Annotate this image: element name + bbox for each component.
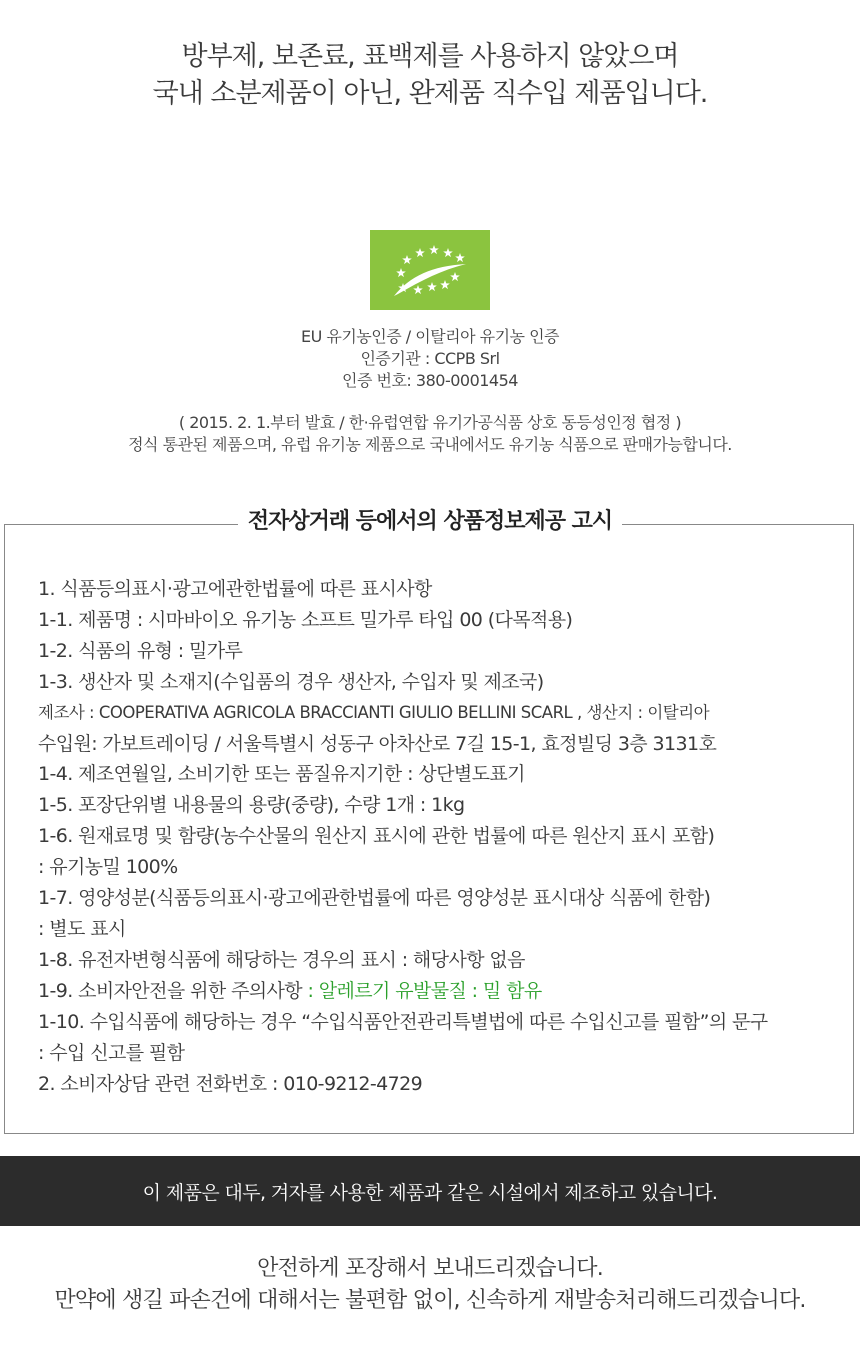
- cert-line-1: EU 유기농인증 / 이탈리아 유기농 인증: [300, 327, 560, 346]
- info-item: 제조사 : COOPERATIVA AGRICOLA BRACCIANTI GIULIO BELLINI SCARL , 생산지 : 이탈리아: [38, 702, 710, 722]
- closing-text: [0, 1253, 860, 1317]
- info-item: 1-4. 제조연월일, 소비기한 또는 품질유지기한 : 상단별도표기: [38, 763, 525, 786]
- info-item-allergy: [38, 976, 853, 1007]
- closing-line-2: 만약에 생길 파손건에 대해서는 불편함 없이, 신속하게 재발송처리해드리겠습니다.: [54, 1288, 806, 1313]
- info-item: : 별도 표시: [38, 917, 126, 940]
- intro-text: [0, 38, 860, 112]
- info-item: : 수입 신고를 필함: [38, 1041, 185, 1064]
- intro-line-1: 방부제, 보존료, 표백제를 사용하지 않았으며: [181, 41, 679, 72]
- info-item: 1-10. 수입식품에 해당하는 경우 “수입식품안전관리특별법에 따른 수입신고를 필함”의 문구: [38, 1010, 768, 1033]
- info-item: 1-3. 생산자 및 소재지(수입품의 경우 생산자, 수입자 및 제조국): [38, 670, 544, 693]
- cert-line-3: 인증 번호: 380-0001454: [342, 371, 518, 390]
- notice-title: 전자상거래 등에서의 상품정보제공 고시: [238, 507, 622, 537]
- info-item: 1-5. 포장단위별 내용물의 용량(중량), 수량 1개 : 1kg: [38, 794, 465, 817]
- info-item: 수입원: 가보트레이딩 / 서울특별시 성동구 아차산로 7길 15-1, 효정빌딩 3층 3131호: [38, 732, 717, 755]
- info-item: 1. 식품등의표시·광고에관한법률에 따른 표시사항: [38, 578, 432, 600]
- allergen-facility-warning: 이 제품은 대두, 겨자를 사용한 제품과 같은 시설에서 제조하고 있습니다.: [142, 1181, 718, 1204]
- info-item-label: 1-9. 소비자안전을 위한 주의사항: [38, 979, 303, 1002]
- info-item: 1-1. 제품명 : 시마바이오 유기농 소프트 밀가루 타입 00 (다목적용): [38, 608, 573, 631]
- cert-line-2: 인증기관 : CCPB Srl: [360, 349, 500, 368]
- info-item: 1-7. 영양성분(식품등의표시·광고에관한법률에 따른 영양성분 표시대상 식품에 한함): [38, 887, 711, 910]
- cert-line-5: 정식 통관된 제품으며, 유럽 유기농 제품으로 국내에서도 유기농 식품으로 판매가능합니다.: [128, 435, 732, 454]
- eu-organic-leaf-icon: [370, 230, 490, 310]
- cert-line-4: ( 2015. 2. 1.부터 발효 / 한·유럽연합 유기가공식품 상호 동등성인정 협정 ): [178, 413, 682, 432]
- certification-info: [0, 326, 860, 456]
- info-item: 1-2. 식품의 유형 : 밀가루: [38, 639, 243, 662]
- allergen-facility-warning-bar: [0, 1156, 860, 1226]
- intro-line-2: 국내 소분제품이 아닌, 완제품 직수입 제품입니다.: [152, 78, 708, 109]
- spacer: [0, 392, 860, 412]
- closing-line-1: 안전하게 포장해서 보내드리겠습니다.: [257, 1256, 603, 1281]
- info-item: 1-6. 원재료명 및 함량(농수산물의 원산지 표시에 관한 법률에 따른 원산지 표시 포함): [38, 825, 715, 848]
- info-item: 1-8. 유전자변형식품에 해당하는 경우의 표시 : 해당사항 없음: [38, 948, 525, 971]
- notice-title-wrap: [0, 507, 860, 537]
- info-item-highlight-red: : 유기농밀 100%: [38, 856, 178, 879]
- product-info-list: [38, 574, 853, 1099]
- allergy-warning: : 알레르기 유발물질 : 밀 함유: [307, 979, 542, 1002]
- info-item: 2. 소비자상담 관련 전화번호 : 010-9212-4729: [38, 1072, 423, 1095]
